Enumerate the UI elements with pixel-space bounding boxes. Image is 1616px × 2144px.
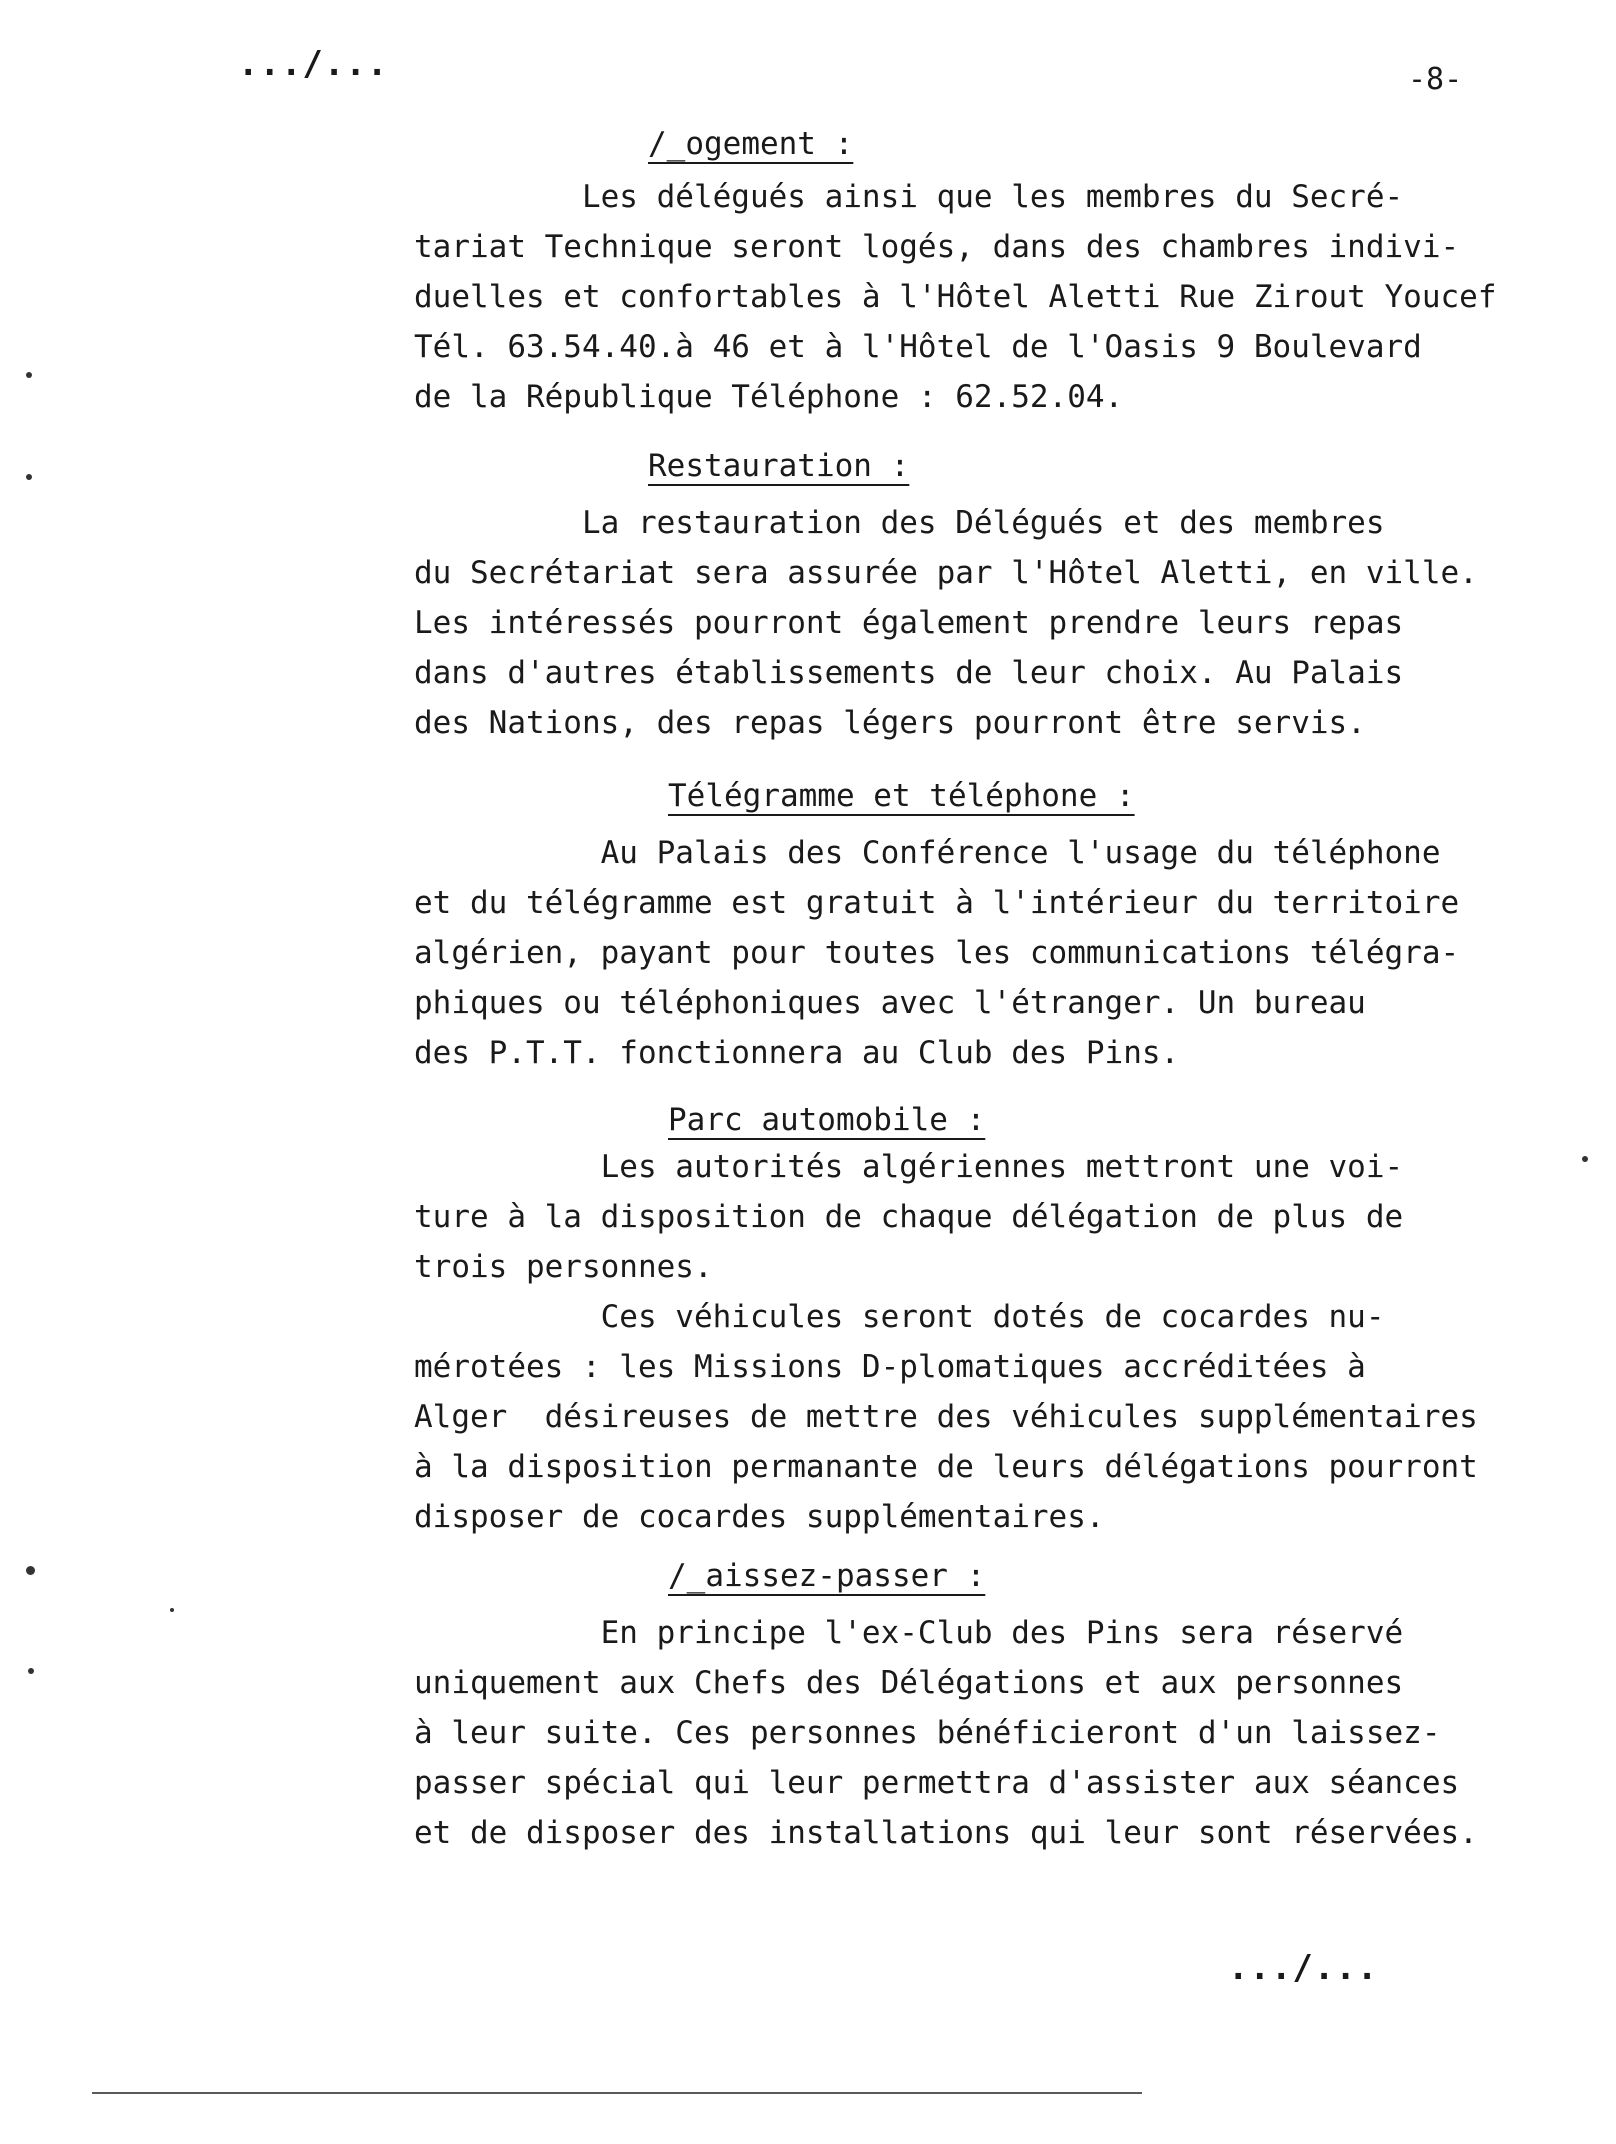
scan-speck bbox=[1582, 1156, 1588, 1162]
paragraph-line: tariat Technique seront logés, dans des chambres indivi- bbox=[414, 229, 1460, 265]
paragraph-line: Les autorités algériennes mettront une voi- bbox=[414, 1149, 1404, 1185]
section-logement bbox=[414, 126, 1556, 422]
heading-text: /_aissez-passer : bbox=[668, 1558, 986, 1594]
paragraph-line: passer spécial qui leur permettra d'assister aux séances bbox=[414, 1765, 1460, 1801]
section-laissez-passer bbox=[414, 1558, 1556, 1858]
section-parc-automobile bbox=[414, 1102, 1556, 1542]
paragraph-line: En principe l'ex-Club des Pins sera réservé bbox=[414, 1615, 1404, 1651]
paragraph-line: disposer de cocardes supplémentaires. bbox=[414, 1499, 1105, 1535]
paragraph-line: des P.T.T. fonctionnera au Club des Pins. bbox=[414, 1035, 1180, 1071]
paragraph-line: et de disposer des installations qui leur sont réservées. bbox=[414, 1815, 1478, 1851]
paragraph-line: uniquement aux Chefs des Délégations et aux personnes bbox=[414, 1665, 1404, 1701]
continuation-mark-bottom: .../... bbox=[1228, 1948, 1379, 1988]
heading-text: Parc automobile : bbox=[668, 1102, 986, 1138]
scan-speck bbox=[26, 474, 32, 480]
continuation-mark-top: .../... bbox=[238, 44, 389, 84]
section-heading-parc-automobile bbox=[668, 1102, 1556, 1138]
paragraph-line: trois personnes. bbox=[414, 1249, 713, 1285]
paragraph-line: dans d'autres établissements de leur choix. Au Palais bbox=[414, 655, 1404, 691]
section-heading-laissez-passer bbox=[668, 1558, 1556, 1594]
paragraph-line: des Nations, des repas légers pourront être servis. bbox=[414, 705, 1366, 741]
scan-speck bbox=[28, 1668, 34, 1674]
heading-text: /_ogement : bbox=[648, 126, 854, 162]
paragraph-line: de la République Téléphone : 62.52.04. bbox=[414, 379, 1124, 415]
section-telegramme bbox=[414, 778, 1556, 1078]
paragraph-line: phiques ou téléphoniques avec l'étranger. Un bureau bbox=[414, 985, 1366, 1021]
paragraph-line: à leur suite. Ces personnes bénéficieront d'un laissez- bbox=[414, 1715, 1441, 1751]
section-heading-logement bbox=[648, 126, 1556, 162]
paragraph-line: La restauration des Délégués et des membres bbox=[414, 505, 1385, 541]
paragraph-line: algérien, payant pour toutes les communications télégra- bbox=[414, 935, 1460, 971]
section-heading-telegramme bbox=[668, 778, 1556, 814]
scan-speck bbox=[26, 1566, 35, 1575]
paragraph-line: duelles et confortables à l'Hôtel Aletti Rue Zirout Youcef bbox=[414, 279, 1497, 315]
paragraph-line: Alger désireuses de mettre des véhicules supplémentaires bbox=[414, 1399, 1478, 1435]
paragraph-line: Ces véhicules seront dotés de cocardes nu- bbox=[414, 1299, 1385, 1335]
bottom-rule bbox=[92, 2092, 1142, 2094]
paragraph-line: Tél. 63.54.40.à 46 et à l'Hôtel de l'Oasis 9 Boulevard bbox=[414, 329, 1422, 365]
paragraph-line: à la disposition permanante de leurs délégations pourront bbox=[414, 1449, 1478, 1485]
paragraph-line: du Secrétariat sera assurée par l'Hôtel Aletti, en ville. bbox=[414, 555, 1478, 591]
section-heading-restauration bbox=[648, 448, 1556, 484]
section-restauration bbox=[414, 448, 1556, 748]
page-number: -8- bbox=[1408, 62, 1463, 97]
paragraph-line: Les délégués ainsi que les membres du Secré- bbox=[414, 179, 1404, 215]
paragraph-line: ture à la disposition de chaque délégation de plus de bbox=[414, 1199, 1404, 1235]
heading-text: Télégramme et téléphone : bbox=[668, 778, 1135, 814]
scan-speck bbox=[170, 1608, 174, 1612]
paragraph-line: mérotées : les Missions D-plomatiques accréditées à bbox=[414, 1349, 1366, 1385]
heading-text: Restauration : bbox=[648, 448, 910, 484]
paragraph-line: Au Palais des Conférence l'usage du téléphone bbox=[414, 835, 1441, 871]
scan-speck bbox=[26, 372, 32, 378]
paragraph-line: et du télégramme est gratuit à l'intérieur du territoire bbox=[414, 885, 1460, 921]
paragraph-line: Les intéressés pourront également prendre leurs repas bbox=[414, 605, 1404, 641]
